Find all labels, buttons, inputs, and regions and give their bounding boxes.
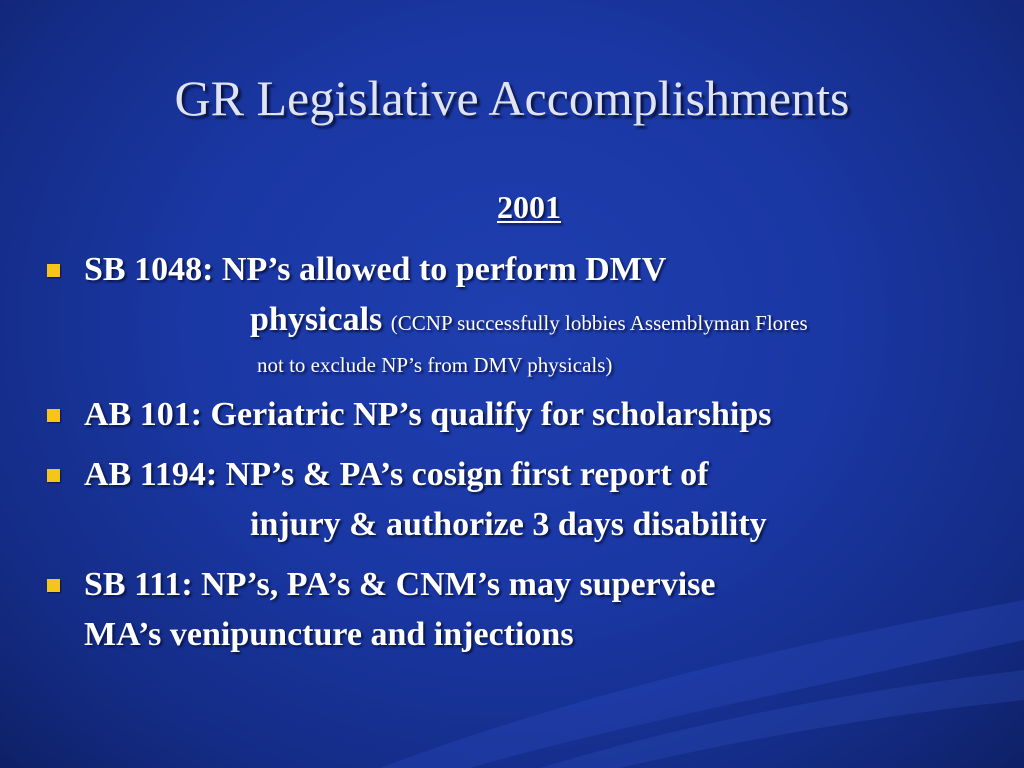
item-note-continued: not to exclude NP’s from DMV physicals) — [257, 353, 613, 377]
item-text-continued: physicals — [250, 301, 383, 338]
list-item — [84, 450, 767, 550]
item-text: AB 1194: NP’s & PA’s cosign first report of — [84, 456, 709, 493]
slide-title: GR Legislative Accomplishments — [174, 70, 850, 126]
square-bullet-icon — [47, 409, 60, 422]
list-item — [84, 390, 772, 440]
item-text-continued: MA’s venipuncture and injections — [84, 616, 574, 653]
item-text: SB 1048: NP’s allowed to perform DMV — [84, 251, 667, 288]
square-bullet-icon — [47, 469, 60, 482]
item-text-continued: injury & authorize 3 days disability — [250, 506, 767, 543]
item-continuation — [84, 295, 808, 345]
year-heading: 2001 — [497, 189, 561, 225]
square-bullet-icon — [47, 579, 60, 592]
square-bullet-icon — [47, 264, 60, 277]
item-note: (CCNP successfully lobbies Assemblyman Flores — [390, 311, 808, 335]
list-item — [84, 560, 715, 660]
item-text: AB 101: Geriatric NP’s qualify for scholarships — [84, 396, 772, 433]
list-item — [84, 245, 808, 345]
item-text: SB 111: NP’s, PA’s & CNM’s may supervise — [84, 566, 716, 603]
